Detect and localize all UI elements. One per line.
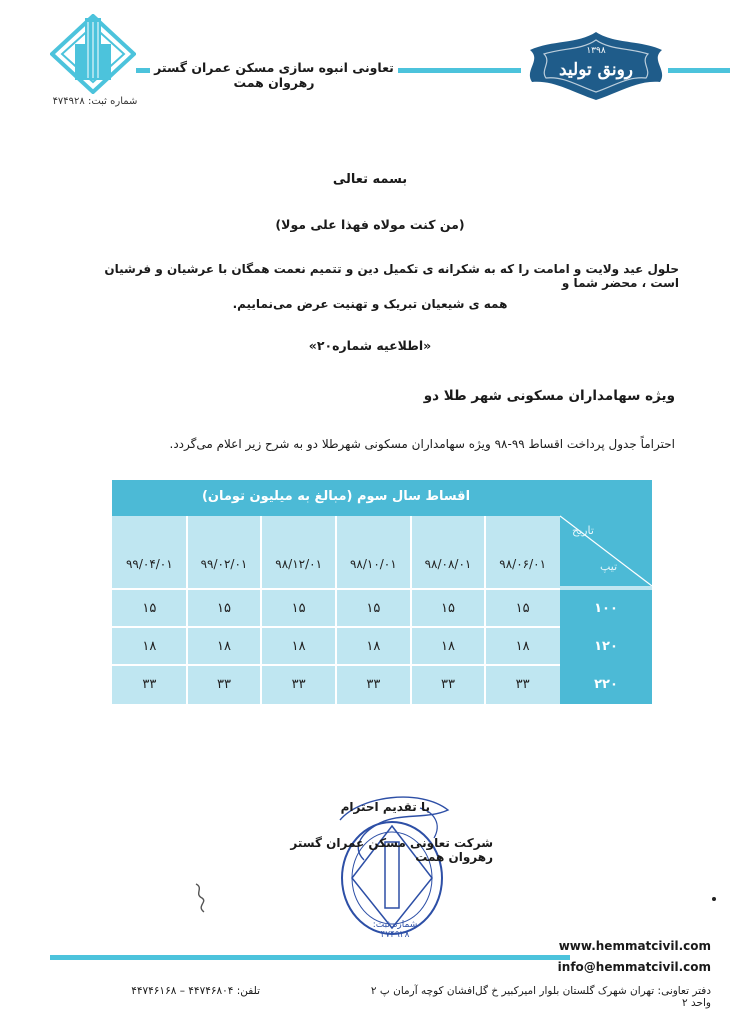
table-cell: ۱۵ — [142, 601, 157, 616]
table-cell: ۱۸ — [291, 639, 306, 654]
table-cell: ۳۳ — [142, 677, 157, 692]
stamp-registration: شماره ثبت: ۴۷۴۹۲۸ — [372, 920, 418, 940]
margin-dot — [712, 897, 716, 901]
brand-year: ۱۳۹۸ — [586, 46, 606, 56]
greeting-paragraph-line1: حلول عید ولایت و امامت را که به شکرانه ی تکمیل دین و تتمیم نعمت همگان با عرشیان و فرشیان است ، محضر شما و — [104, 262, 679, 290]
table-cell: ۱۸ — [366, 639, 381, 654]
type-row-header: ۲۲۰ — [560, 666, 652, 704]
org-name: تعاونی انبوه سازی مسکن عمران گستر رهروان همت — [150, 60, 398, 90]
website-link[interactable]: www.hemmatcivil.com — [558, 939, 711, 953]
margin-mark — [190, 880, 214, 916]
date-column-header: ۹۸/۱۰/۰۱ — [349, 557, 397, 571]
table-title: اقساط سال سوم (مبالغ به میلیون تومان) — [112, 480, 560, 516]
intro-paragraph: احتراماً جدول پرداخت اقساط ۹۹-۹۸ ویژه سهامداران مسکونی شهرطلا دو به شرح زیر اعلام می‌گردد. — [169, 437, 675, 451]
date-column-header: ۹۸/۰۸/۰۱ — [424, 557, 472, 571]
table-cell: ۱۸ — [142, 639, 157, 654]
footer-rule — [50, 955, 570, 960]
date-column-header: ۹۸/۱۲/۰۱ — [275, 557, 323, 571]
date-column-header: ۹۹/۰۲/۰۱ — [200, 557, 248, 571]
table-row-divider — [112, 588, 560, 590]
brand-emblem — [522, 30, 670, 102]
table-cell: ۱۵ — [515, 601, 530, 616]
table-cell: ۱۵ — [291, 601, 306, 616]
table-cell: ۱۸ — [217, 639, 231, 654]
table-column-divider — [186, 516, 188, 704]
registration-number: شماره ثبت: ۴۷۴۹۲۸ — [52, 96, 138, 107]
footer-address: دفتر تعاونی: تهران شهرک گلستان بلوار امیرکبیر خ گل‌افشان کوچه آرمان پ ۲ واحد ۲ — [370, 985, 711, 1009]
date-column-header: ۹۹/۰۴/۰۱ — [125, 557, 173, 571]
table-cell: ۱۵ — [366, 601, 381, 616]
table-cell: ۱۵ — [441, 601, 455, 616]
table-column-divider — [335, 516, 337, 704]
company-logo — [50, 14, 136, 94]
signature-org: شرکت تعاونی مسکن عمران گستر رهروان همت — [290, 836, 493, 864]
table-cell: ۳۳ — [441, 677, 455, 692]
table-cell: ۱۸ — [441, 639, 455, 654]
quote-line: (من کنت مولاه فهذا علی مولا) — [275, 217, 465, 232]
table-row-divider — [112, 664, 560, 666]
type-row-header: ۱۰۰ — [560, 590, 652, 628]
table-column-divider — [260, 516, 262, 704]
email-link[interactable]: info@hemmatcivil.com — [557, 960, 711, 974]
bismillah-heading: بسمه تعالی — [332, 172, 408, 187]
table-cell: ۱۵ — [217, 601, 231, 616]
table-cell: ۳۳ — [515, 677, 530, 692]
greeting-paragraph-line2: همه ی شیعیان تبریک و تهنیت عرض می‌نماییم. — [232, 297, 508, 311]
table-cell: ۱۸ — [515, 639, 530, 654]
closing-regards: با تقدیم احترام — [340, 800, 430, 814]
table-cell: ۳۳ — [217, 677, 231, 692]
type-row-header: ۱۲۰ — [560, 628, 652, 666]
table-column-divider — [484, 516, 486, 704]
header-rule-right — [668, 68, 730, 73]
brand-text: رونق تولید — [559, 60, 633, 80]
notice-number: «اطلاعیه شماره۲۰» — [308, 338, 432, 353]
table-row-divider — [112, 626, 560, 628]
footer-phone: تلفن: ۴۴۷۴۶۸۰۴ – ۴۴۷۴۶۱۶۸ — [131, 985, 260, 997]
table-cell: ۳۳ — [291, 677, 306, 692]
corner-type-label: تیپ — [600, 560, 618, 573]
section-heading: ویژه سهامداران مسکونی شهر طلا دو — [423, 388, 675, 404]
date-column-header: ۹۸/۰۶/۰۱ — [499, 557, 547, 571]
table-cell: ۳۳ — [366, 677, 381, 692]
table-column-divider — [410, 516, 412, 704]
corner-date-label: تاریخ — [572, 524, 594, 537]
